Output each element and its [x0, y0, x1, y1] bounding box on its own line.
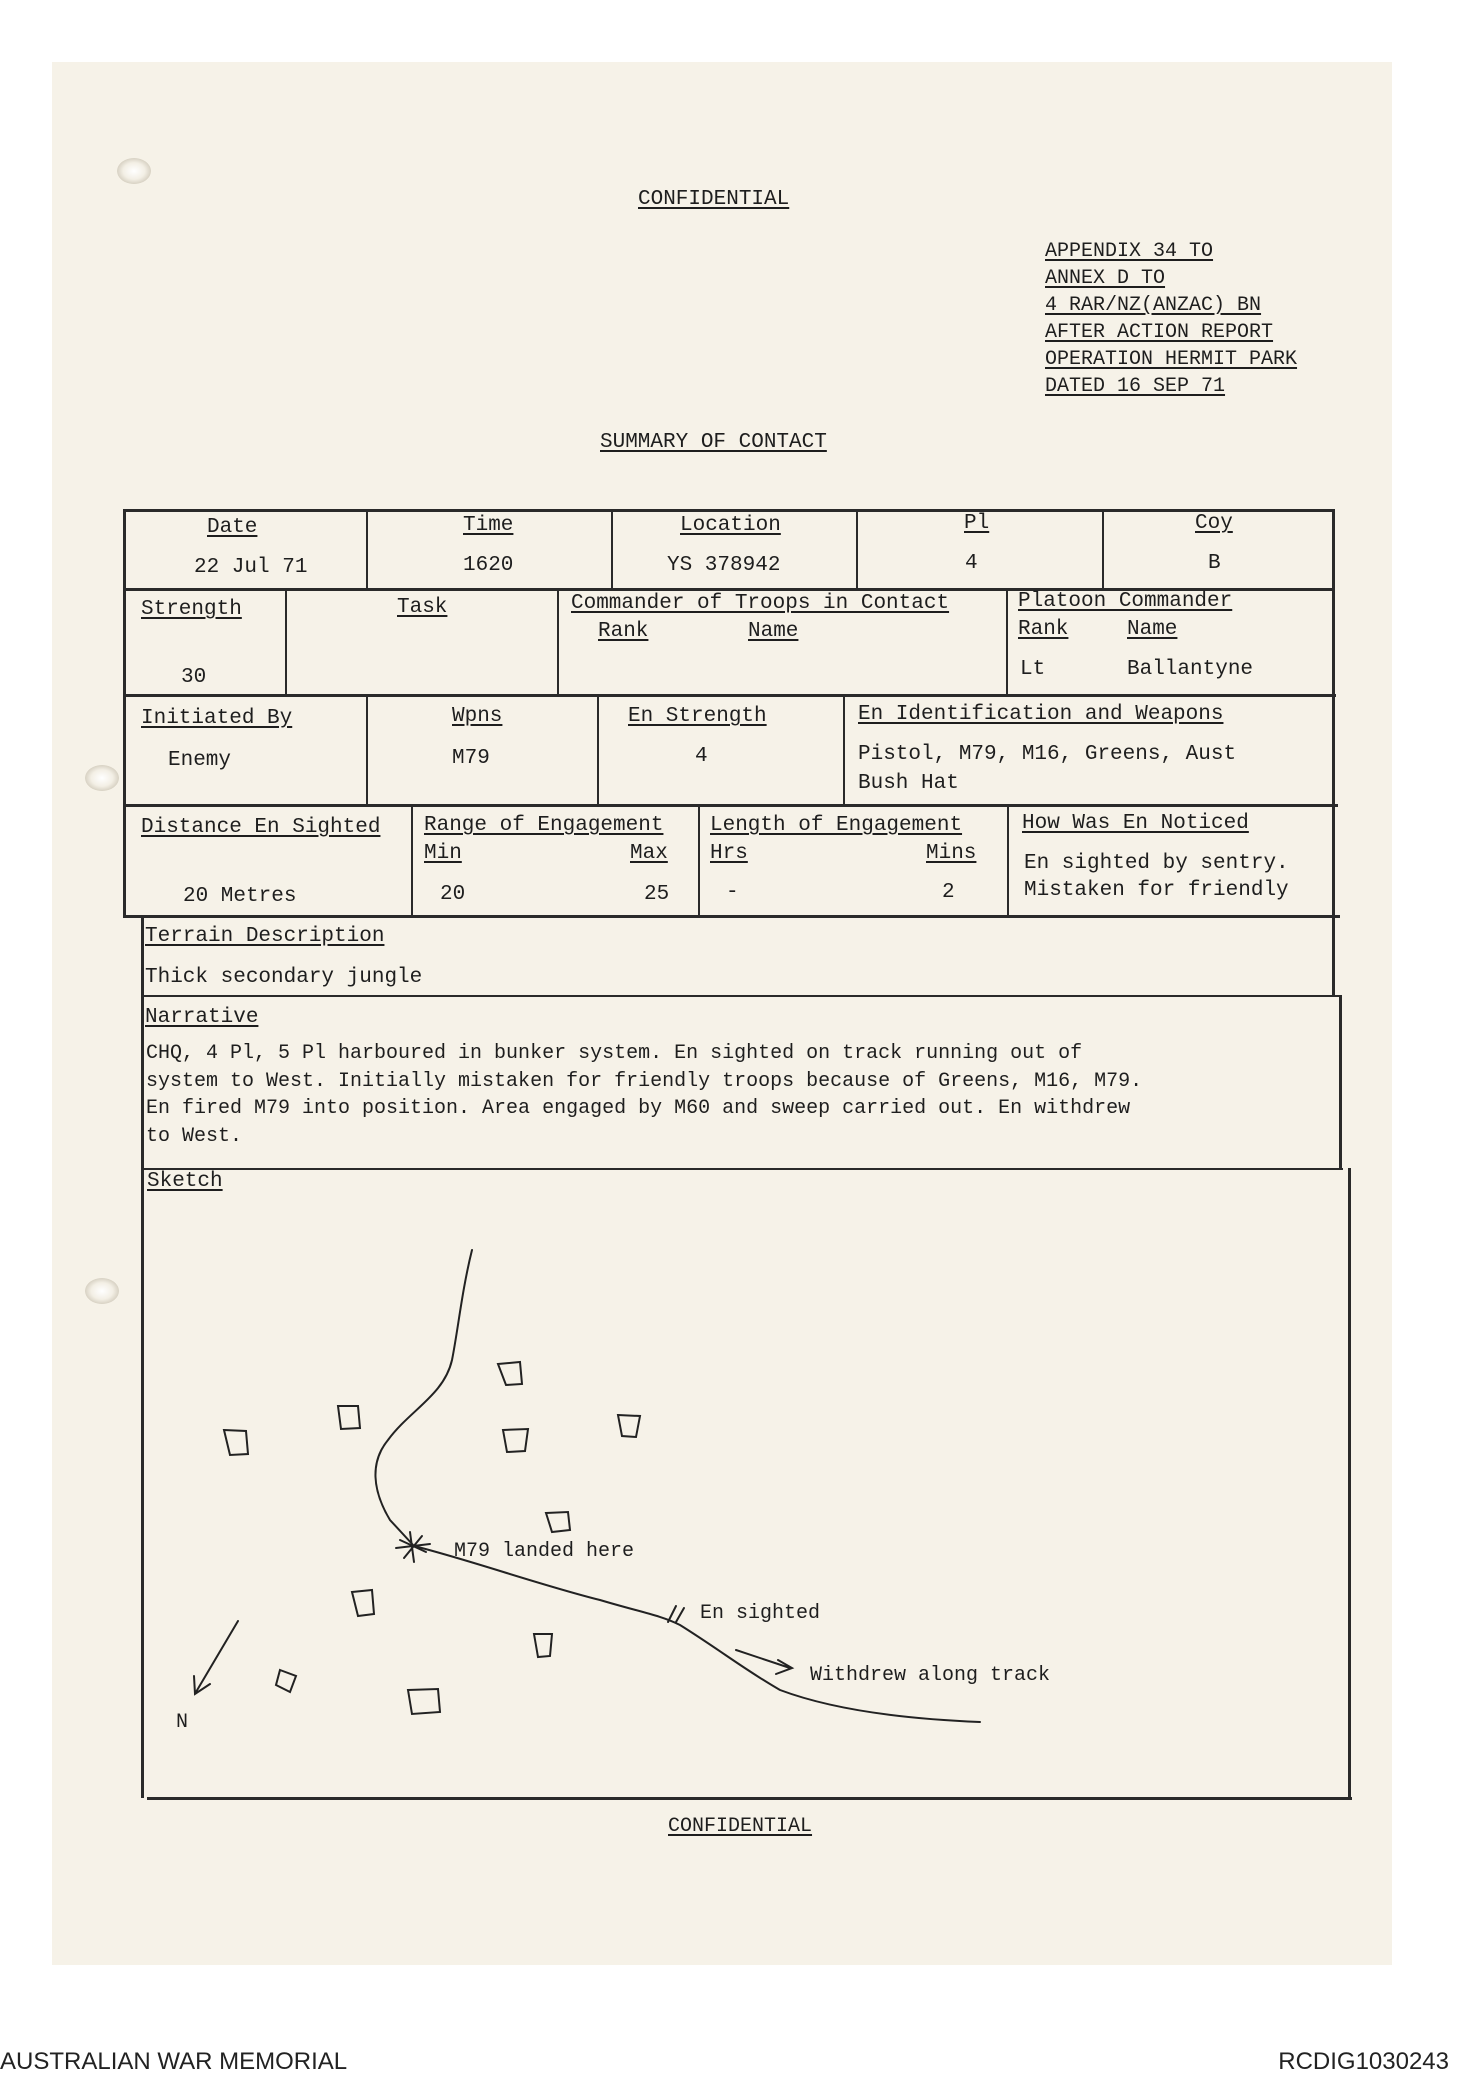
en-sighted-label: En sighted	[700, 1602, 821, 1625]
distance-en-sighted-value: 20 Metres	[183, 885, 297, 908]
bunker-icon	[352, 1590, 374, 1616]
range-min-value: 20	[440, 883, 466, 906]
reference-line: DATED 16 SEP 71	[1045, 375, 1226, 398]
pl-value: 4	[965, 552, 978, 575]
range-max-value: 25	[644, 883, 670, 906]
reference-line: AFTER ACTION REPORT	[1045, 321, 1274, 344]
bunker-icon	[224, 1430, 248, 1455]
terrain-description-label: Terrain Description	[145, 925, 385, 948]
range-max-label: Max	[630, 842, 668, 865]
how-en-noticed-label: How Was En Noticed	[1022, 812, 1249, 835]
bunker-icon	[503, 1429, 528, 1452]
platoon-commander-rank-label: Rank	[1018, 618, 1069, 641]
location-label: Location	[680, 514, 781, 537]
wpns-label: Wpns	[452, 705, 503, 728]
en-identification-label: En Identification and Weapons	[858, 703, 1224, 726]
reference-line: 4 RAR/NZ(ANZAC) BN	[1045, 294, 1262, 317]
page-title: SUMMARY OF CONTACT	[600, 431, 827, 454]
bunker-icon	[338, 1406, 360, 1429]
how-en-noticed-line: Mistaken for friendly	[1024, 879, 1289, 902]
platoon-commander-label: Platoon Commander	[1018, 590, 1233, 613]
location-value: YS 378942	[667, 554, 781, 577]
time-label: Time	[463, 514, 514, 537]
classification-top: CONFIDENTIAL	[638, 188, 790, 211]
length-hrs-value: -	[726, 881, 739, 904]
reference-line: ANNEX D TO	[1045, 267, 1166, 290]
platoon-commander-name-label: Name	[1127, 618, 1178, 641]
commander-label: Commander of Troops in Contact	[571, 592, 950, 615]
coy-label: Coy	[1195, 512, 1233, 535]
m79-landed-label: M79 landed here	[454, 1540, 635, 1563]
m79-impact-icon	[396, 1532, 430, 1562]
commander-name-label: Name	[748, 620, 799, 643]
withdrawal-arrow-icon	[736, 1650, 792, 1674]
bunker-icon	[276, 1670, 296, 1692]
strength-value: 30	[181, 666, 207, 689]
bunker-icon	[408, 1689, 440, 1714]
platoon-commander-rank-value: Lt	[1020, 658, 1046, 681]
classification-bottom: CONFIDENTIAL	[668, 1815, 813, 1838]
length-of-engagement-label: Length of Engagement	[710, 814, 963, 837]
footer-record-id: RCDIG1030243	[1278, 2048, 1449, 2075]
withdrew-label: Withdrew along track	[810, 1664, 1051, 1687]
time-value: 1620	[463, 554, 514, 577]
en-identification-line: Bush Hat	[858, 772, 959, 795]
north-label: N	[176, 1711, 189, 1734]
narrative-line: En fired M79 into position. Area engaged by M60 and sweep carried out. En withdrew	[146, 1097, 1131, 1120]
initiated-by-value: Enemy	[168, 749, 232, 772]
range-min-label: Min	[424, 842, 462, 865]
range-of-engagement-label: Range of Engagement	[424, 814, 664, 837]
track-path	[414, 1546, 980, 1722]
how-en-noticed-line: En sighted by sentry.	[1024, 852, 1289, 875]
narrative-label: Narrative	[145, 1006, 259, 1029]
commander-rank-label: Rank	[598, 620, 649, 643]
en-sighted-mark-icon	[668, 1606, 684, 1622]
wpns-value: M79	[452, 747, 490, 770]
bunker-icon	[498, 1362, 522, 1385]
narrative-line: to West.	[146, 1125, 243, 1148]
narrative-line: system to West. Initially mistaken for friendly troops because of Greens, M16, M79.	[146, 1070, 1143, 1093]
date-value: 22 Jul 71	[194, 556, 308, 579]
initiated-by-label: Initiated By	[141, 707, 293, 730]
length-mins-label: Mins	[926, 842, 977, 865]
length-mins-value: 2	[942, 881, 955, 904]
en-identification-line: Pistol, M79, M16, Greens, Aust	[858, 743, 1237, 766]
pl-label: Pl	[964, 512, 990, 535]
distance-en-sighted-label: Distance En Sighted	[141, 816, 381, 839]
platoon-commander-name-value: Ballantyne	[1127, 658, 1254, 681]
terrain-description-value: Thick secondary jungle	[145, 966, 423, 989]
date-label: Date	[207, 516, 258, 539]
north-arrow-icon	[194, 1621, 238, 1694]
track-path	[375, 1250, 472, 1546]
reference-line: OPERATION HERMIT PARK	[1045, 348, 1298, 371]
coy-value: B	[1208, 552, 1221, 575]
strength-label: Strength	[141, 598, 242, 621]
bunker-icon	[618, 1415, 640, 1437]
footer-institution: AUSTRALIAN WAR MEMORIAL	[0, 2048, 348, 2075]
length-hrs-label: Hrs	[710, 842, 748, 865]
sketch-label: Sketch	[147, 1170, 223, 1193]
en-strength-value: 4	[695, 745, 708, 768]
task-label: Task	[397, 596, 448, 619]
reference-line: APPENDIX 34 TO	[1045, 240, 1214, 263]
narrative-line: CHQ, 4 Pl, 5 Pl harboured in bunker system. En sighted on track running out of	[146, 1042, 1083, 1065]
en-strength-label: En Strength	[628, 705, 767, 728]
bunker-icon	[546, 1512, 570, 1532]
bunker-icon	[534, 1634, 552, 1657]
